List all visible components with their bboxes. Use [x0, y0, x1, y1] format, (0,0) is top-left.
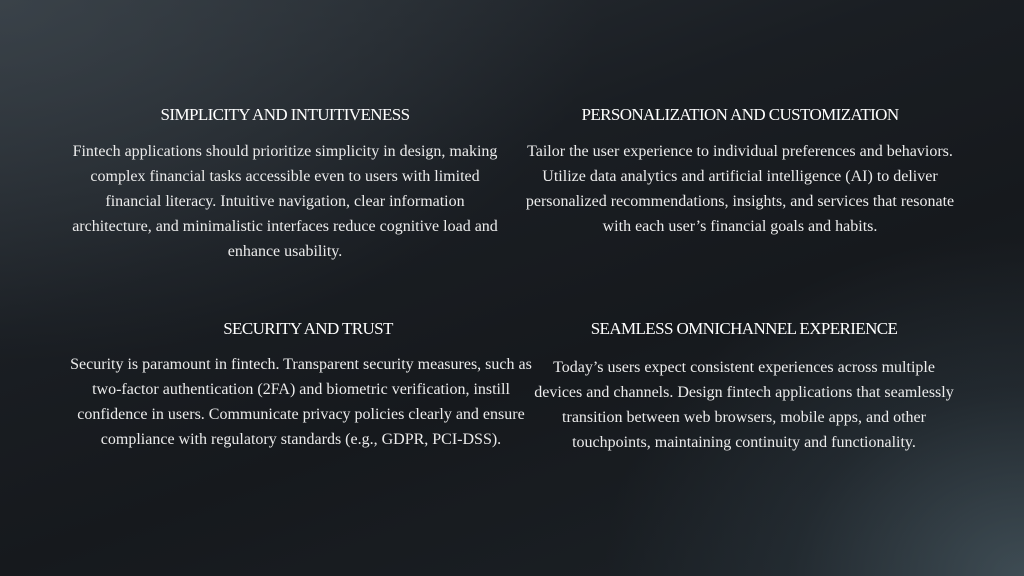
section-body: Security is paramount in fintech. Transparent security measures, such as two-factor authentication (2FA) and biometric verification, instill confidence in users. Communicate privacy policies clearly and ensure compliance with regulatory standards (e.g., GDPR, PCI-DSS).: [70, 356, 532, 448]
section-heading: SECURITY AND TRUST: [223, 319, 393, 338]
section-heading: SIMPLICITY AND INTUITIVENESS: [160, 105, 410, 124]
section-heading: PERSONALIZATION AND CUSTOMIZATION: [581, 105, 899, 124]
section-body: Tailor the user experience to individual preferences and behaviors. Utilize data analytics and artificial intelligence (AI) to deliver personalized recommendations, insights, and services that resonate with each user’s financial goals and habits.: [525, 143, 955, 235]
section-heading: SEAMLESS OMNICHANNEL EXPERIENCE: [590, 319, 898, 338]
section-body: Today’s users expect consistent experiences across multiple devices and channels. Design fintech applications that seamlessly transition between web browsers, mobile apps, and other touchpoints, maintaining continuity and functionality.: [534, 359, 954, 451]
section-body: Fintech applications should prioritize simplicity in design, making complex financial tasks accessible even to users with limited financial literacy. Intuitive navigation, clear information architecture, and minimalistic interfaces reduce cognitive load and enhance usability.: [72, 143, 498, 260]
